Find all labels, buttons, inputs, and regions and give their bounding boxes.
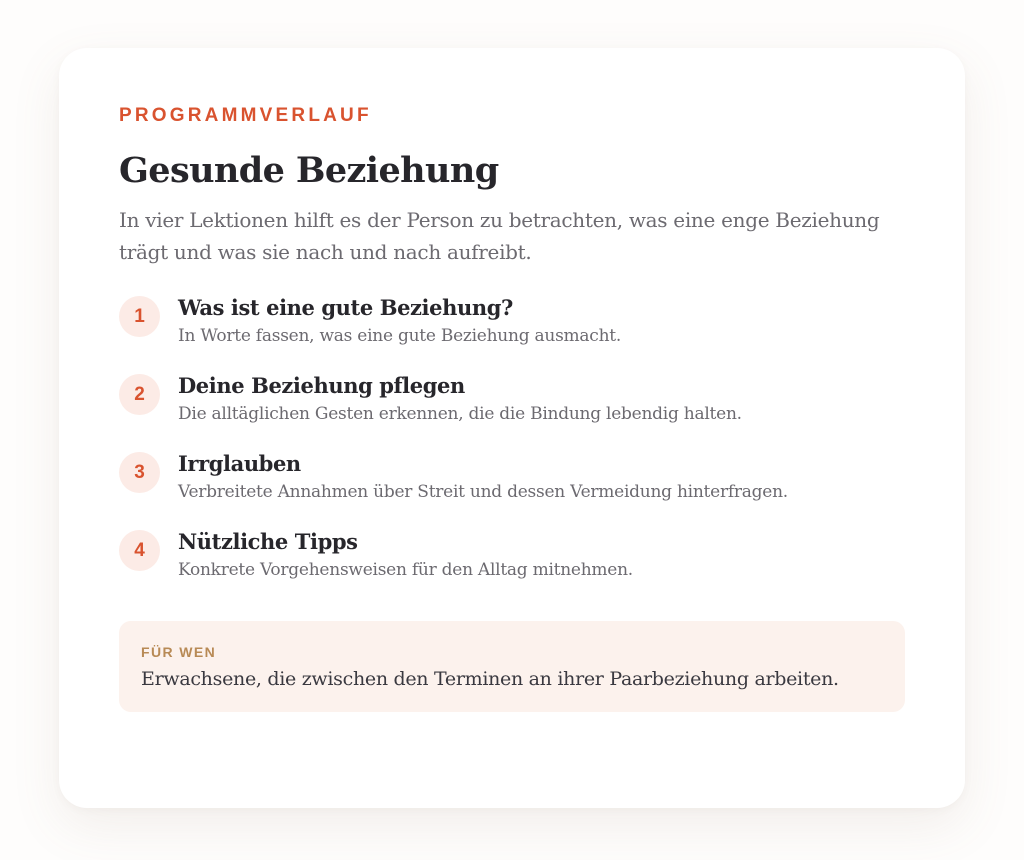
lesson-description: Die alltäglichen Gesten erkennen, die die Bindung lebendig halten.: [178, 404, 742, 424]
lesson-description: Verbreitete Annahmen über Streit und dessen Vermeidung hinterfragen.: [178, 482, 788, 502]
lesson-content: [178, 450, 788, 504]
lesson-item-2: [119, 372, 905, 450]
lesson-item-3: [119, 450, 905, 528]
lesson-number-badge: 2: [119, 374, 160, 415]
audience-box: [119, 621, 905, 712]
lesson-number-badge: 4: [119, 530, 160, 571]
lesson-item-1: [119, 294, 905, 372]
lesson-number-badge: 3: [119, 452, 160, 493]
program-title: Gesunde Beziehung: [119, 150, 499, 191]
audience-label: FÜR WEN: [141, 644, 217, 660]
audience-text: Erwachsene, die zwischen den Terminen an ihrer Paarbeziehung arbeiten.: [141, 668, 839, 690]
lesson-number-badge: 1: [119, 296, 160, 337]
lesson-description: In Worte fassen, was eine gute Beziehung ausmacht.: [178, 326, 621, 346]
lesson-content: [178, 372, 742, 426]
lesson-item-4: [119, 528, 905, 606]
lesson-content: [178, 528, 633, 582]
lesson-list: [119, 294, 905, 606]
lesson-description: Konkrete Vorgehensweisen für den Alltag mitnehmen.: [178, 560, 633, 580]
lesson-title: Irrglauben: [178, 451, 301, 476]
lesson-title: Nützliche Tipps: [178, 529, 358, 554]
lesson-content: [178, 294, 621, 348]
lesson-title: Was ist eine gute Beziehung?: [178, 295, 513, 320]
lesson-title: Deine Beziehung pflegen: [178, 373, 465, 398]
program-card: [59, 48, 965, 808]
program-intro: In vier Lektionen hilft es der Person zu betrachten, was eine enge Beziehung trägt und was sie nach und nach aufreibt.: [119, 208, 880, 264]
section-eyebrow: PROGRAMMVERLAUF: [119, 105, 372, 126]
